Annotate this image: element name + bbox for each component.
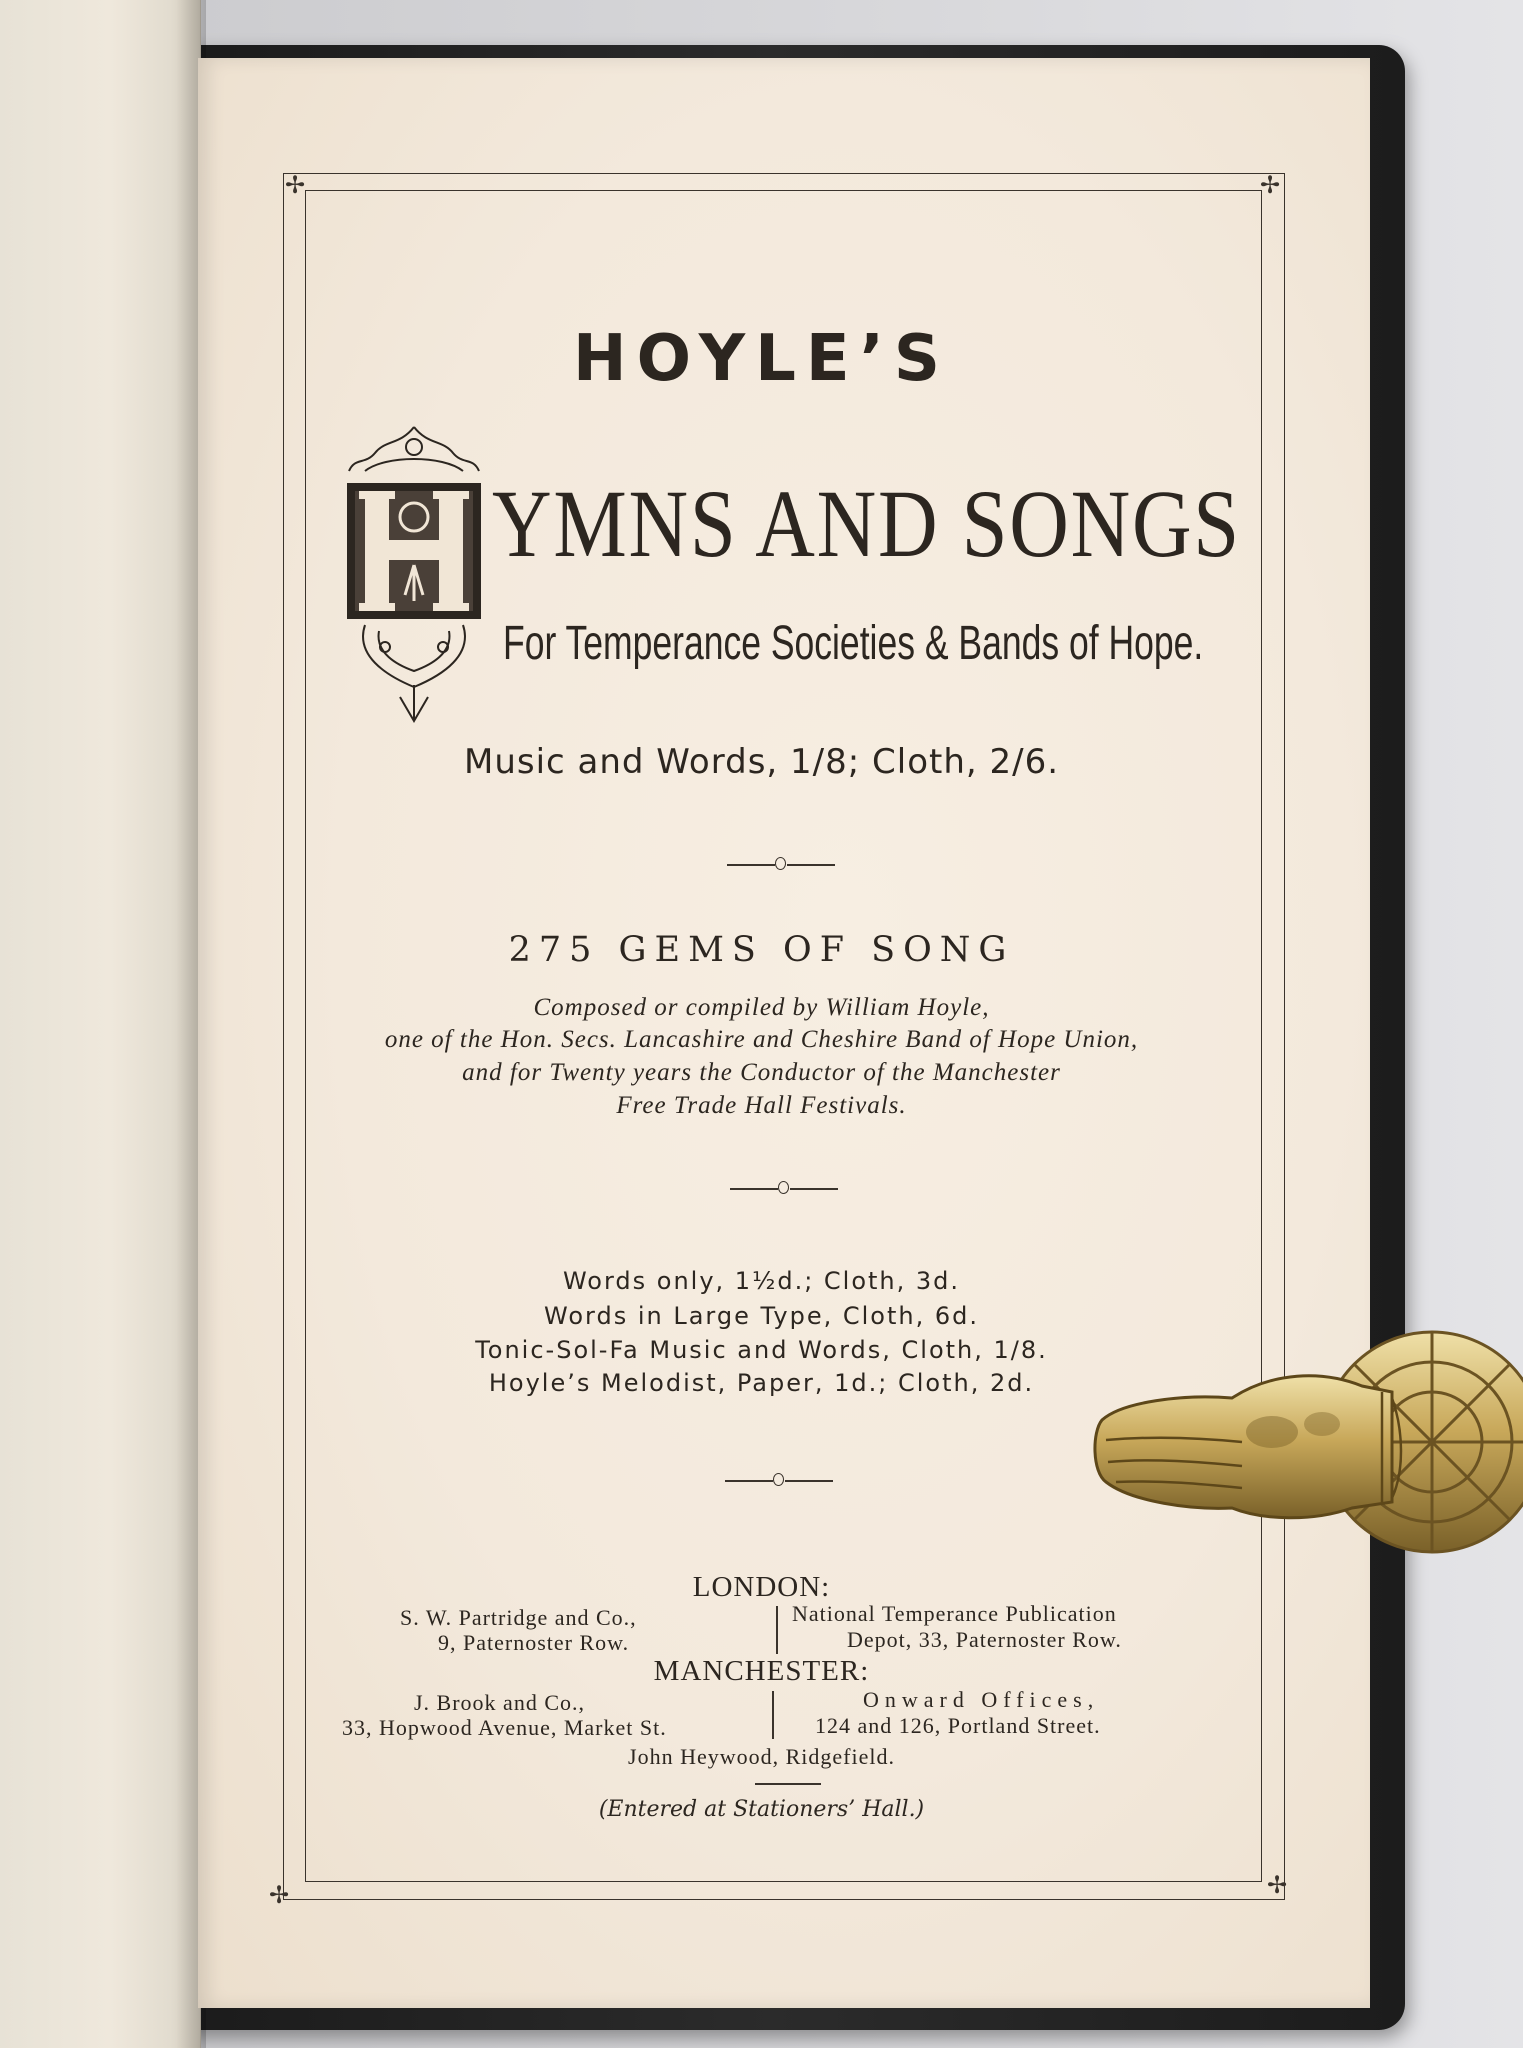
rule [755, 1783, 821, 1785]
credit-line-3: and for Twenty years the Conductor of the Manchester [462, 1059, 1061, 1086]
heywood-line: John Heywood, Ridgefield. [628, 1744, 895, 1769]
heading-hymns-and-songs: YMNS AND SONGS [492, 470, 1241, 577]
price-line: Music and Words, 1/8; Cloth, 2/6. [463, 742, 1060, 782]
corner-ornament-icon: ✢ [284, 171, 306, 199]
london-left-line-2: 9, Paternoster Row. [438, 1630, 630, 1655]
manchester-right-line-2: 124 and 126, Portland Street. [815, 1713, 1101, 1738]
manchester-left-line-1: J. Brook and Co., [414, 1690, 585, 1715]
credit-line-2: one of the Hon. Secs. Lancashire and Cheshire Band of Hope Union, [384, 1026, 1139, 1053]
column-separator [776, 1606, 778, 1654]
column-separator [772, 1691, 774, 1739]
left-page [0, 0, 201, 2048]
divider [727, 855, 837, 875]
corner-ornament-icon: ✢ [1259, 171, 1281, 199]
edition-line-3: Tonic-Sol-Fa Music and Words, Cloth, 1/8. [475, 1336, 1048, 1364]
page-title: HOYLE’S [573, 322, 950, 396]
manchester-left-line-2: 33, Hopwood Avenue, Market St. [342, 1715, 667, 1740]
corner-ornament-icon: ✢ [268, 1881, 290, 1909]
subtitle: For Temperance Societies & Bands of Hope. [503, 617, 1204, 670]
corner-ornament-icon: ✢ [1266, 1871, 1288, 1899]
gems-heading: 275 GEMS OF SONG [508, 930, 1015, 970]
london-left-line-1: S. W. Partridge and Co., [400, 1605, 637, 1630]
london-label: LONDON: [692, 1571, 831, 1603]
edition-line-4: Hoyle’s Melodist, Paper, 1d.; Cloth, 2d. [488, 1369, 1035, 1397]
london-right-line-2: Depot, 33, Paternoster Row. [847, 1627, 1122, 1652]
credit-line-1: Composed or compiled by William Hoyle, [533, 994, 990, 1021]
manchester-right-line-1: Onward Offices, [863, 1687, 1100, 1712]
edition-line-2: Words in Large Type, Cloth, 6d. [544, 1302, 979, 1330]
divider [730, 1179, 840, 1199]
credit-line-4: Free Trade Hall Festivals. [616, 1092, 907, 1119]
decorated-initial-h [345, 425, 483, 727]
london-right-line-1: National Temperance Publication [792, 1601, 1117, 1626]
edition-line-1: Words only, 1½d.; Cloth, 3d. [562, 1267, 961, 1295]
entered-note: (Entered at Stationers’ Hall.) [598, 1797, 925, 1822]
brass-hand-clip [1092, 1312, 1523, 1566]
manchester-label: MANCHESTER: [653, 1655, 870, 1687]
divider [725, 1471, 835, 1491]
